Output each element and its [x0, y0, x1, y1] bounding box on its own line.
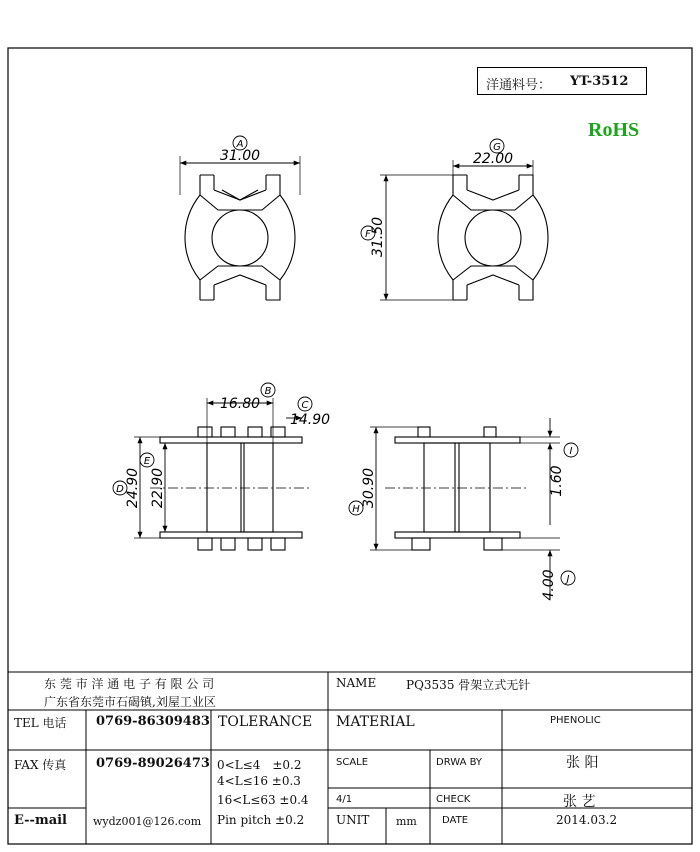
part-number-label: 洋通料号：	[486, 78, 552, 93]
check-label: CHECK	[436, 794, 471, 805]
dim-e-value: 22.90	[150, 467, 166, 509]
rohs-mark: RoHS	[588, 119, 640, 141]
company-name: 东 莞 市 洋 通 电 子 有 限 公 司	[44, 677, 215, 691]
dim-d-value: 24.90	[125, 467, 141, 509]
name-label: NAME	[336, 676, 377, 690]
date-label: DATE	[442, 815, 469, 826]
dim-b-value: 16.80	[219, 396, 261, 412]
top-view-right	[438, 175, 548, 300]
tolerance-row-3: 16<L≤63 ±0.4	[217, 793, 309, 807]
scale-label: SCALE	[336, 757, 369, 768]
balloon-i-letter: I	[569, 446, 573, 457]
dim-g-value: 22.00	[472, 151, 514, 167]
name-value: PQ3535 骨架立式无针	[406, 678, 531, 692]
balloon-h-letter: H	[352, 504, 360, 515]
balloon-c-letter: C	[301, 400, 309, 411]
drawby-label: DRWA BY	[436, 757, 483, 768]
tel-label: TEL 电话	[14, 716, 67, 730]
side-view-left	[160, 427, 302, 550]
balloon-e-letter: E	[143, 456, 151, 467]
unit-label: UNIT	[336, 813, 370, 827]
top-view-left	[185, 175, 295, 300]
unit-value: mm	[396, 815, 417, 828]
balloon-f-letter: F	[365, 229, 371, 240]
drawby-value: 张 阳	[566, 755, 599, 771]
dim-f-value: 31.50	[370, 216, 386, 258]
dim-j-value: 4.00	[541, 569, 557, 601]
material-label: MATERIAL	[336, 714, 415, 730]
tel-value: 0769-86309483	[96, 714, 210, 729]
material-value: PHENOLIC	[550, 715, 601, 726]
tolerance-row-4: Pin pitch ±0.2	[217, 813, 305, 827]
email-value: wydz001@126.com	[93, 815, 202, 828]
tolerance-row-2: 4<L≤16 ±0.3	[217, 774, 301, 788]
scale-value: 4/1	[336, 794, 353, 805]
check-value: 张 艺	[563, 794, 596, 810]
part-number-box	[477, 67, 647, 95]
company-address: 广东省东莞市石碣镇,刘屋工业区	[44, 695, 216, 709]
tolerance-label: TOLERANCE	[218, 714, 313, 730]
balloon-g-letter: G	[493, 142, 501, 153]
dim-c-value: 14.90	[289, 412, 331, 428]
dim-i-value: 1.60	[549, 465, 565, 497]
fax-value: 0769-89026473	[96, 756, 210, 771]
dim-a-value: 31.00	[219, 148, 261, 164]
fax-label: FAX 传真	[14, 758, 67, 772]
balloon-d-letter: D	[116, 484, 124, 495]
balloon-b-letter: B	[264, 386, 272, 397]
tolerance-row-1: 0<L≤4 ±0.2	[217, 758, 302, 772]
date-value: 2014.03.2	[556, 813, 618, 827]
dim-h-value: 30.90	[361, 467, 377, 509]
balloon-j-letter: J	[566, 574, 570, 585]
side-view-right	[395, 427, 520, 550]
balloon-a-letter: A	[236, 139, 244, 150]
email-label: E--mail	[14, 813, 67, 828]
part-number-value: YT-3512	[570, 74, 629, 89]
